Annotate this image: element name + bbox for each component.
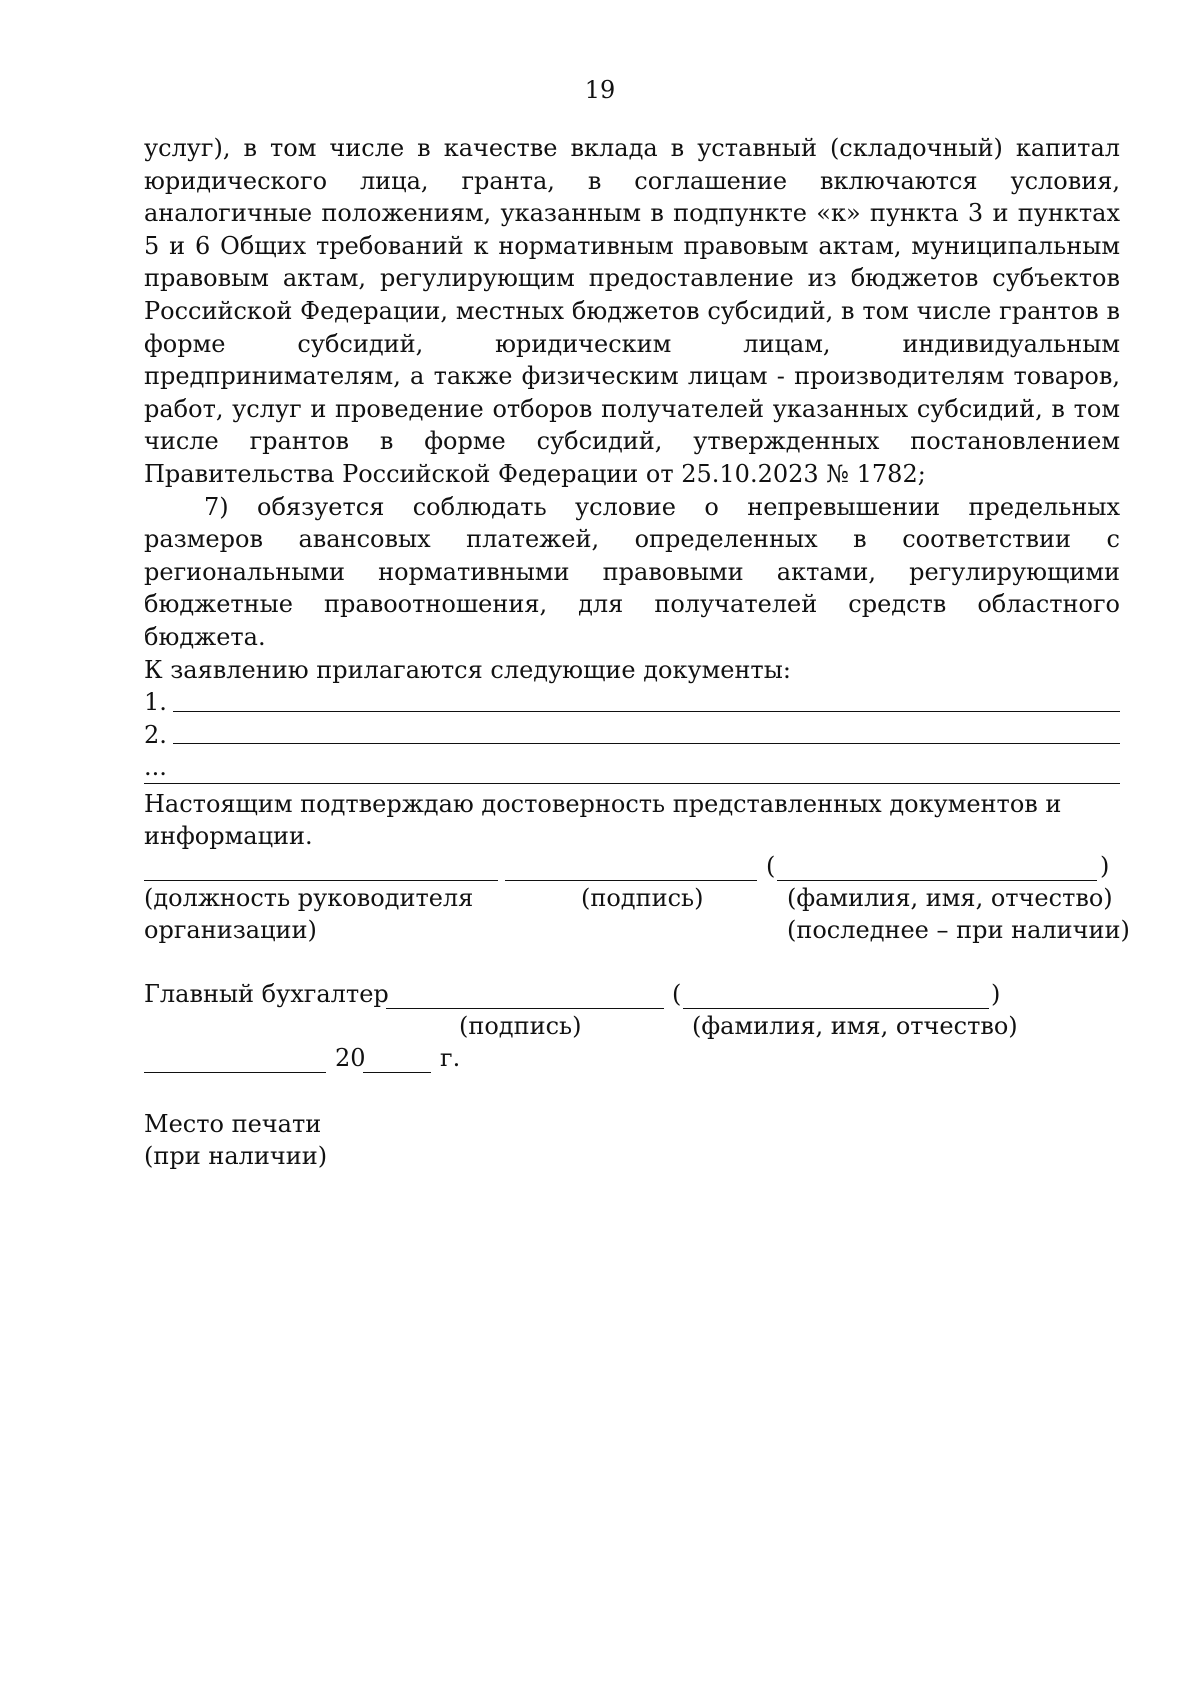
- fio-open-paren: (: [766, 852, 776, 880]
- seal-caption: (при наличии): [144, 1142, 328, 1170]
- attachment-blank-line[interactable]: [173, 711, 1120, 712]
- paragraph-2: 7) обязуется соблюдать условие о непревышении предельных размеров авансовых платежей, определенных в соответствии с региональными нормативными правовыми актами, регулирующими бюджетные правоотношения, для получателей средств областного бюджета.: [144, 492, 1120, 651]
- attachment-row-1: [144, 686, 1120, 719]
- paragraph-1: услуг), в том числе в качестве вклада в уставный (складочный) капитал юридического лица, гранта, в соглашение включаются условия, аналогичные положениям, указанным в подпункте «к» пункта 3 и пунктах 5 и 6 Общих требований к нормативным правовым актам, муниципальным правовым актам, регулирующим предоставление из бюджетов субъектов Российской Федерации, местных бюджетов субсидий, в том числе грантов в форме субсидий, юридическим лицам, индивидуальным предпринимателям, а также физическим лицам - производителям товаров, работ, услуг и проведение отборов получателей указанных субсидий, в том числе грантов в форме субсидий, утвержденных постановлением Правительства Российской Федерации от 25.10.2023 № 1782;: [144, 134, 1120, 488]
- position-caption: (должность руководителя: [144, 884, 474, 912]
- position-caption-line-2: организации): [144, 916, 317, 944]
- fio-blank-line[interactable]: [777, 880, 1097, 881]
- accountant-fio-caption: (фамилия, имя, отчество): [692, 1012, 1018, 1040]
- ellipsis: ...: [144, 753, 167, 782]
- document-body: [144, 132, 1120, 853]
- date-year-prefix: 20: [335, 1044, 366, 1072]
- attachment-number: 2.: [144, 720, 167, 749]
- attachment-row-2: [144, 719, 1120, 752]
- confirm-text-line-2: информации.: [144, 822, 313, 851]
- date-blank-line[interactable]: [144, 1072, 326, 1073]
- signature-caption: (подпись): [581, 884, 704, 912]
- fio-caption: (фамилия, имя, отчество): [787, 884, 1113, 912]
- fio-close-paren: ): [1100, 852, 1110, 880]
- date-year-suffix: г.: [440, 1044, 461, 1072]
- confirm-text-line-1: Настоящим подтверждаю достоверность представленных документов и: [144, 789, 1062, 818]
- accountant-signature-caption: (подпись): [459, 1012, 582, 1040]
- signature-blank-line[interactable]: [505, 880, 757, 881]
- accountant-signature-line[interactable]: [386, 1008, 664, 1009]
- accountant-fio-close-paren: ): [991, 980, 1001, 1008]
- attachment-more-line[interactable]: [144, 751, 1120, 784]
- attachment-blank-line[interactable]: [173, 743, 1120, 744]
- page-number: 19: [584, 76, 616, 104]
- chief-accountant-label: Главный бухгалтер: [144, 980, 389, 1008]
- attachment-number: 1.: [144, 688, 167, 717]
- position-blank-line[interactable]: [144, 880, 498, 881]
- accountant-fio-line[interactable]: [683, 1008, 989, 1009]
- accountant-fio-open-paren: (: [672, 980, 682, 1008]
- fio-caption-line-2: (последнее – при наличии): [787, 916, 1130, 944]
- year-blank-line[interactable]: [363, 1072, 431, 1073]
- seal-label: Место печати: [144, 1110, 322, 1138]
- attachments-heading: К заявлению прилагаются следующие документы:: [144, 655, 791, 684]
